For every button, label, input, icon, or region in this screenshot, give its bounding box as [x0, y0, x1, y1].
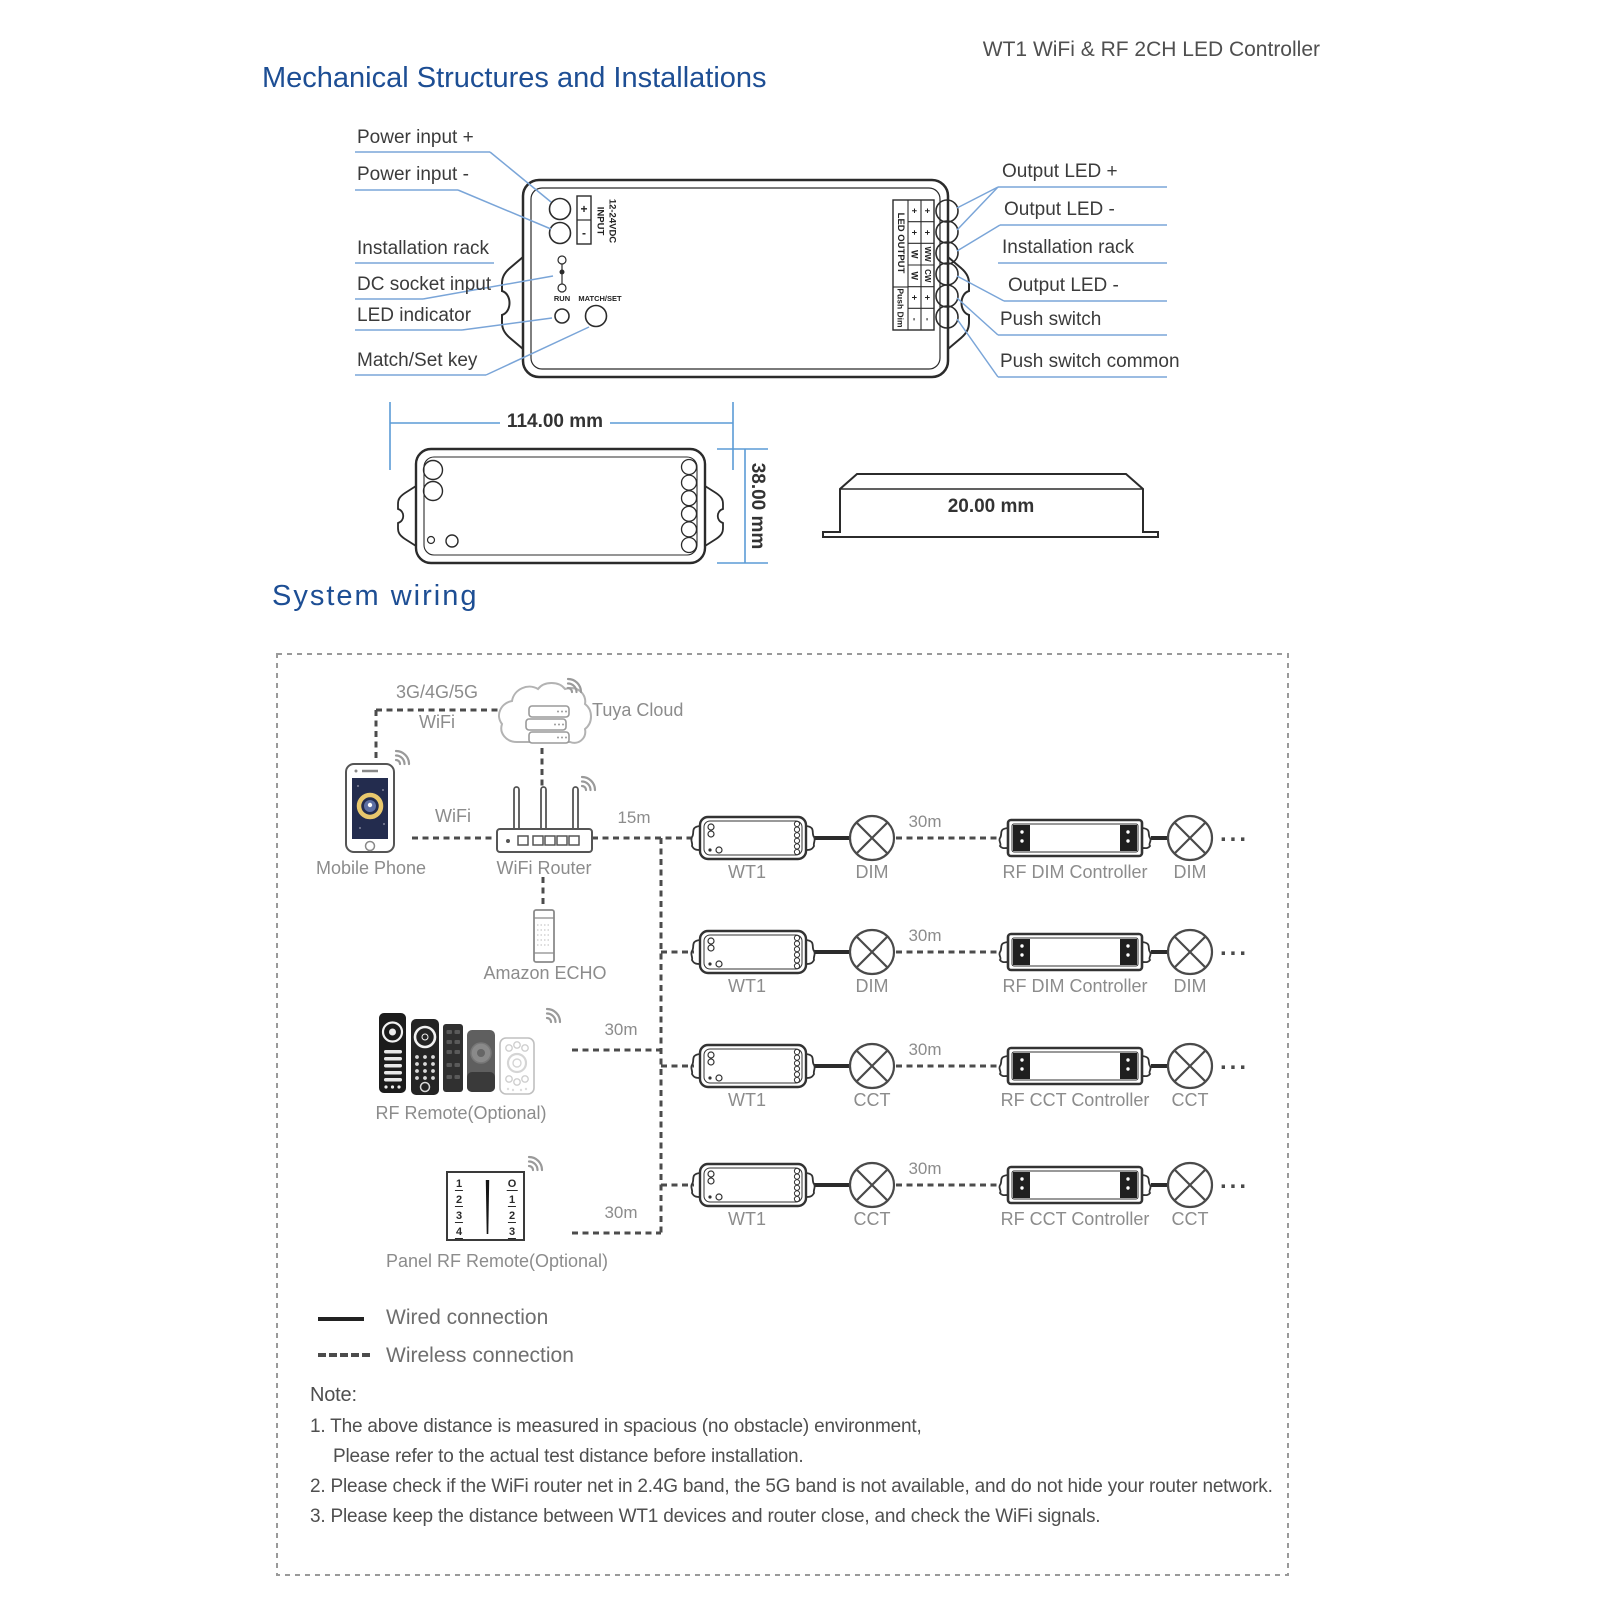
tuya-cloud-label: Tuya Cloud	[592, 700, 684, 720]
lamp-icon	[1168, 816, 1212, 860]
legend-wireless-swatch	[318, 1353, 370, 1357]
dist-30m: 30m	[908, 1040, 942, 1059]
cell: -	[922, 317, 933, 321]
amazon-echo-icon	[534, 910, 554, 962]
panel-key[interactable]: 1	[508, 1194, 516, 1206]
dist-30m: 30m	[908, 812, 942, 831]
lamp-label: CCT	[1171, 1209, 1209, 1229]
ellipsis: ...	[1220, 820, 1250, 847]
rf-controller-label: RF CCT Controller	[1000, 1209, 1150, 1229]
legend-wired-label: Wired connection	[386, 1306, 549, 1329]
input-plus: +	[580, 202, 588, 216]
label-power-input-minus: Power input -	[357, 164, 469, 185]
rf-controller-device	[999, 1048, 1150, 1084]
wifi-router-label: WiFi Router	[496, 858, 592, 878]
section-title-mechanical: Mechanical Structures and Installations	[262, 62, 767, 94]
label-output-led-minus-1: Output LED -	[1004, 199, 1115, 220]
cell: WW	[923, 246, 932, 262]
lamp-label: DIM	[1173, 976, 1207, 996]
note-line: 2. Please check if the WiFi router net in 2.4G band, the 5G band is not available, and do not hide your router network.	[310, 1476, 1273, 1497]
section-title-wiring: System wiring	[272, 580, 479, 612]
lamp-label: DIM	[1173, 862, 1207, 882]
dist-30m-panel: 30m	[604, 1203, 638, 1222]
wifi-icon	[582, 777, 595, 790]
cell: +	[922, 229, 933, 236]
wt1-label: WT1	[728, 976, 766, 996]
lamp-icon	[850, 930, 894, 974]
run-label: RUN	[553, 294, 571, 303]
wt1-device	[691, 1164, 814, 1206]
dist-30m: 30m	[908, 1159, 942, 1178]
wt1-device	[691, 931, 814, 973]
rf-controller-device	[999, 934, 1150, 970]
panel-key[interactable]: 2	[508, 1210, 516, 1222]
wifi-icon	[547, 1009, 560, 1022]
lamp-label: DIM	[855, 862, 889, 882]
dist-15m: 15m	[617, 808, 651, 827]
rf-remote-icons	[379, 1009, 560, 1095]
panel-key-power[interactable]: O	[507, 1178, 517, 1190]
wt1-device	[691, 1045, 814, 1087]
note-line: Please refer to the actual test distance before installation.	[333, 1446, 804, 1467]
label-dc-socket-input: DC socket input	[357, 274, 492, 295]
lamp-icon	[1168, 930, 1212, 974]
note-line: 1. The above distance is measured in spacious (no obstacle) environment,	[310, 1416, 922, 1437]
label-led-indicator: LED indicator	[357, 305, 472, 326]
label-output-led-plus: Output LED +	[1002, 161, 1118, 182]
wifi-router-icon	[497, 777, 595, 852]
label-output-led-minus-2: Output LED -	[1008, 275, 1119, 296]
rf-remote-label: RF Remote(Optional)	[375, 1103, 547, 1123]
input-name-label: INPUT	[594, 206, 606, 236]
lamp-label: CCT	[853, 1209, 891, 1229]
push-dim-label: Push Dim	[895, 288, 906, 328]
dim-width: 114.00 mm	[506, 411, 604, 432]
panel-key[interactable]: 3	[508, 1226, 516, 1238]
wifi-icon	[529, 1157, 542, 1170]
ellipsis: ...	[1220, 934, 1250, 961]
panel-rf-remote-label: Panel RF Remote(Optional)	[385, 1251, 609, 1271]
mobile-phone-icon	[346, 751, 409, 852]
label-installation-rack-right: Installation rack	[1002, 237, 1135, 258]
legend-wired-swatch	[318, 1317, 364, 1321]
label-match-set-key: Match/Set key	[357, 350, 478, 371]
phone-wifi-label: WiFi	[435, 806, 471, 826]
lamp-icon	[1168, 1163, 1212, 1207]
lamp-icon	[1168, 1044, 1212, 1088]
dim-depth: 20.00 mm	[947, 496, 1035, 517]
amazon-echo-label: Amazon ECHO	[483, 963, 607, 983]
wt1-device	[691, 817, 814, 859]
label-installation-rack-left: Installation rack	[357, 238, 490, 259]
cell: W	[909, 271, 920, 281]
rf-controller-label: RF DIM Controller	[1002, 862, 1148, 882]
ellipsis: ...	[1220, 1048, 1250, 1075]
wt1-label: WT1	[728, 1090, 766, 1110]
rf-controller-label: RF CCT Controller	[1000, 1090, 1150, 1110]
lamp-icon	[850, 1044, 894, 1088]
lamp-icon	[850, 816, 894, 860]
top-view-drawing	[398, 449, 723, 563]
net-wifi-label: WiFi	[419, 712, 455, 732]
cell: +	[909, 229, 920, 236]
legend-wireless-label: Wireless connection	[386, 1344, 574, 1367]
cell: +	[922, 208, 933, 214]
label-power-input-plus: Power input +	[357, 127, 474, 148]
rf-controller-device	[999, 1167, 1150, 1203]
lamp-label: DIM	[855, 976, 889, 996]
wt1-label: WT1	[728, 1209, 766, 1229]
rf-controller-label: RF DIM Controller	[1002, 976, 1148, 996]
mobile-phone-label: Mobile Phone	[315, 858, 427, 878]
cell: CW	[923, 269, 932, 283]
cell: -	[909, 317, 920, 321]
wired-links	[814, 838, 1169, 1185]
note-title: Note:	[310, 1384, 357, 1406]
lamp-icon	[850, 1163, 894, 1207]
panel-key[interactable]: 1	[455, 1178, 463, 1190]
mech-unit-drawing	[502, 180, 969, 377]
wt1-label: WT1	[728, 862, 766, 882]
input-minus: -	[582, 226, 586, 240]
ellipsis: ...	[1220, 1167, 1250, 1194]
cell: +	[922, 294, 933, 301]
cell: +	[909, 294, 920, 301]
cell: +	[909, 208, 920, 214]
led-output-label: LED OUTPUT	[895, 212, 906, 274]
rf-controller-device	[999, 820, 1150, 856]
lamp-label: CCT	[853, 1090, 891, 1110]
product-title: WT1 WiFi & RF 2CH LED Controller	[982, 38, 1320, 61]
net-label: 3G/4G/5G	[395, 682, 479, 702]
tuya-cloud-icon	[499, 679, 591, 743]
panel-key[interactable]: 4	[455, 1226, 463, 1238]
cell: W	[909, 249, 920, 259]
dim-height: 38.00 mm	[747, 462, 768, 550]
input-voltage-label: 12-24VDC	[606, 198, 618, 244]
panel-key[interactable]: 2	[455, 1194, 463, 1206]
note-line: 3. Please keep the distance between WT1 devices and router close, and check the WiFi signals.	[310, 1506, 1101, 1527]
lamp-label: CCT	[1171, 1090, 1209, 1110]
wifi-icon	[396, 751, 409, 764]
label-push-switch-common: Push switch common	[1000, 351, 1180, 372]
wireless-links	[376, 710, 1000, 1233]
match-set-label: MATCH/SET	[578, 294, 622, 303]
panel-key[interactable]: 3	[455, 1210, 463, 1222]
label-push-switch: Push switch	[1000, 309, 1102, 330]
dist-30m: 30m	[908, 926, 942, 945]
dist-30m-remote: 30m	[604, 1020, 638, 1039]
